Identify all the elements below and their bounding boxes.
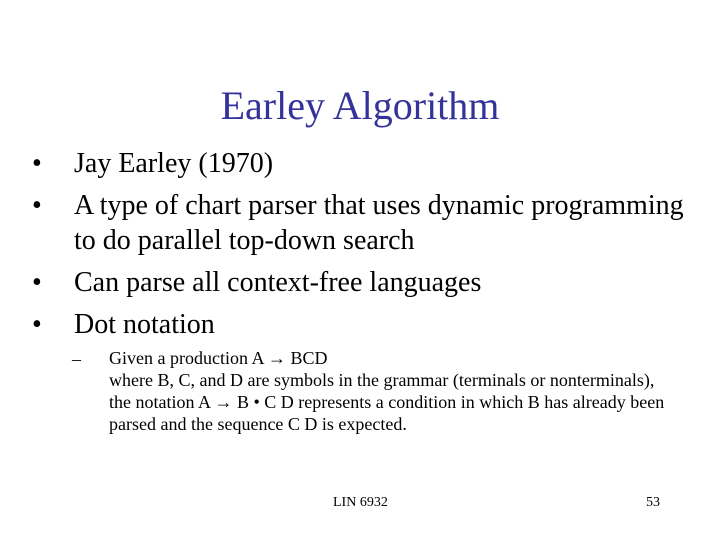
bullet-marker: • [32, 148, 42, 179]
bullet-item [30, 188, 700, 258]
bullet-text: Can parse all context-free languages [74, 267, 482, 298]
footer-page-number: 53 [646, 495, 660, 510]
footer-course: LIN 6932 [333, 495, 388, 510]
bullet-item [30, 307, 700, 342]
bullet-marker: • [32, 309, 42, 340]
slide-title: Earley Algorithm [220, 83, 500, 128]
dash-marker: – [72, 349, 81, 369]
sub-line: Given a production A → BCD [109, 348, 328, 368]
sub-bullet-text [109, 347, 699, 435]
bullet-item [30, 146, 700, 181]
sub-line: the notation A → B • C D represents a condition in which B has already been parsed and the sequence C D is expected. [109, 392, 665, 434]
bullet-list [30, 146, 700, 349]
bullet-text: Dot notation [74, 309, 215, 340]
bullet-text: A type of chart parser that uses dynamic programming to do parallel top-down search [74, 190, 684, 256]
bullet-marker: • [32, 267, 42, 298]
sub-line: where B, C, and D are symbols in the grammar (terminals or nonterminals), [109, 370, 655, 390]
bullet-item [30, 265, 700, 300]
bullet-marker: • [32, 190, 42, 221]
bullet-text: Jay Earley (1970) [74, 148, 274, 179]
